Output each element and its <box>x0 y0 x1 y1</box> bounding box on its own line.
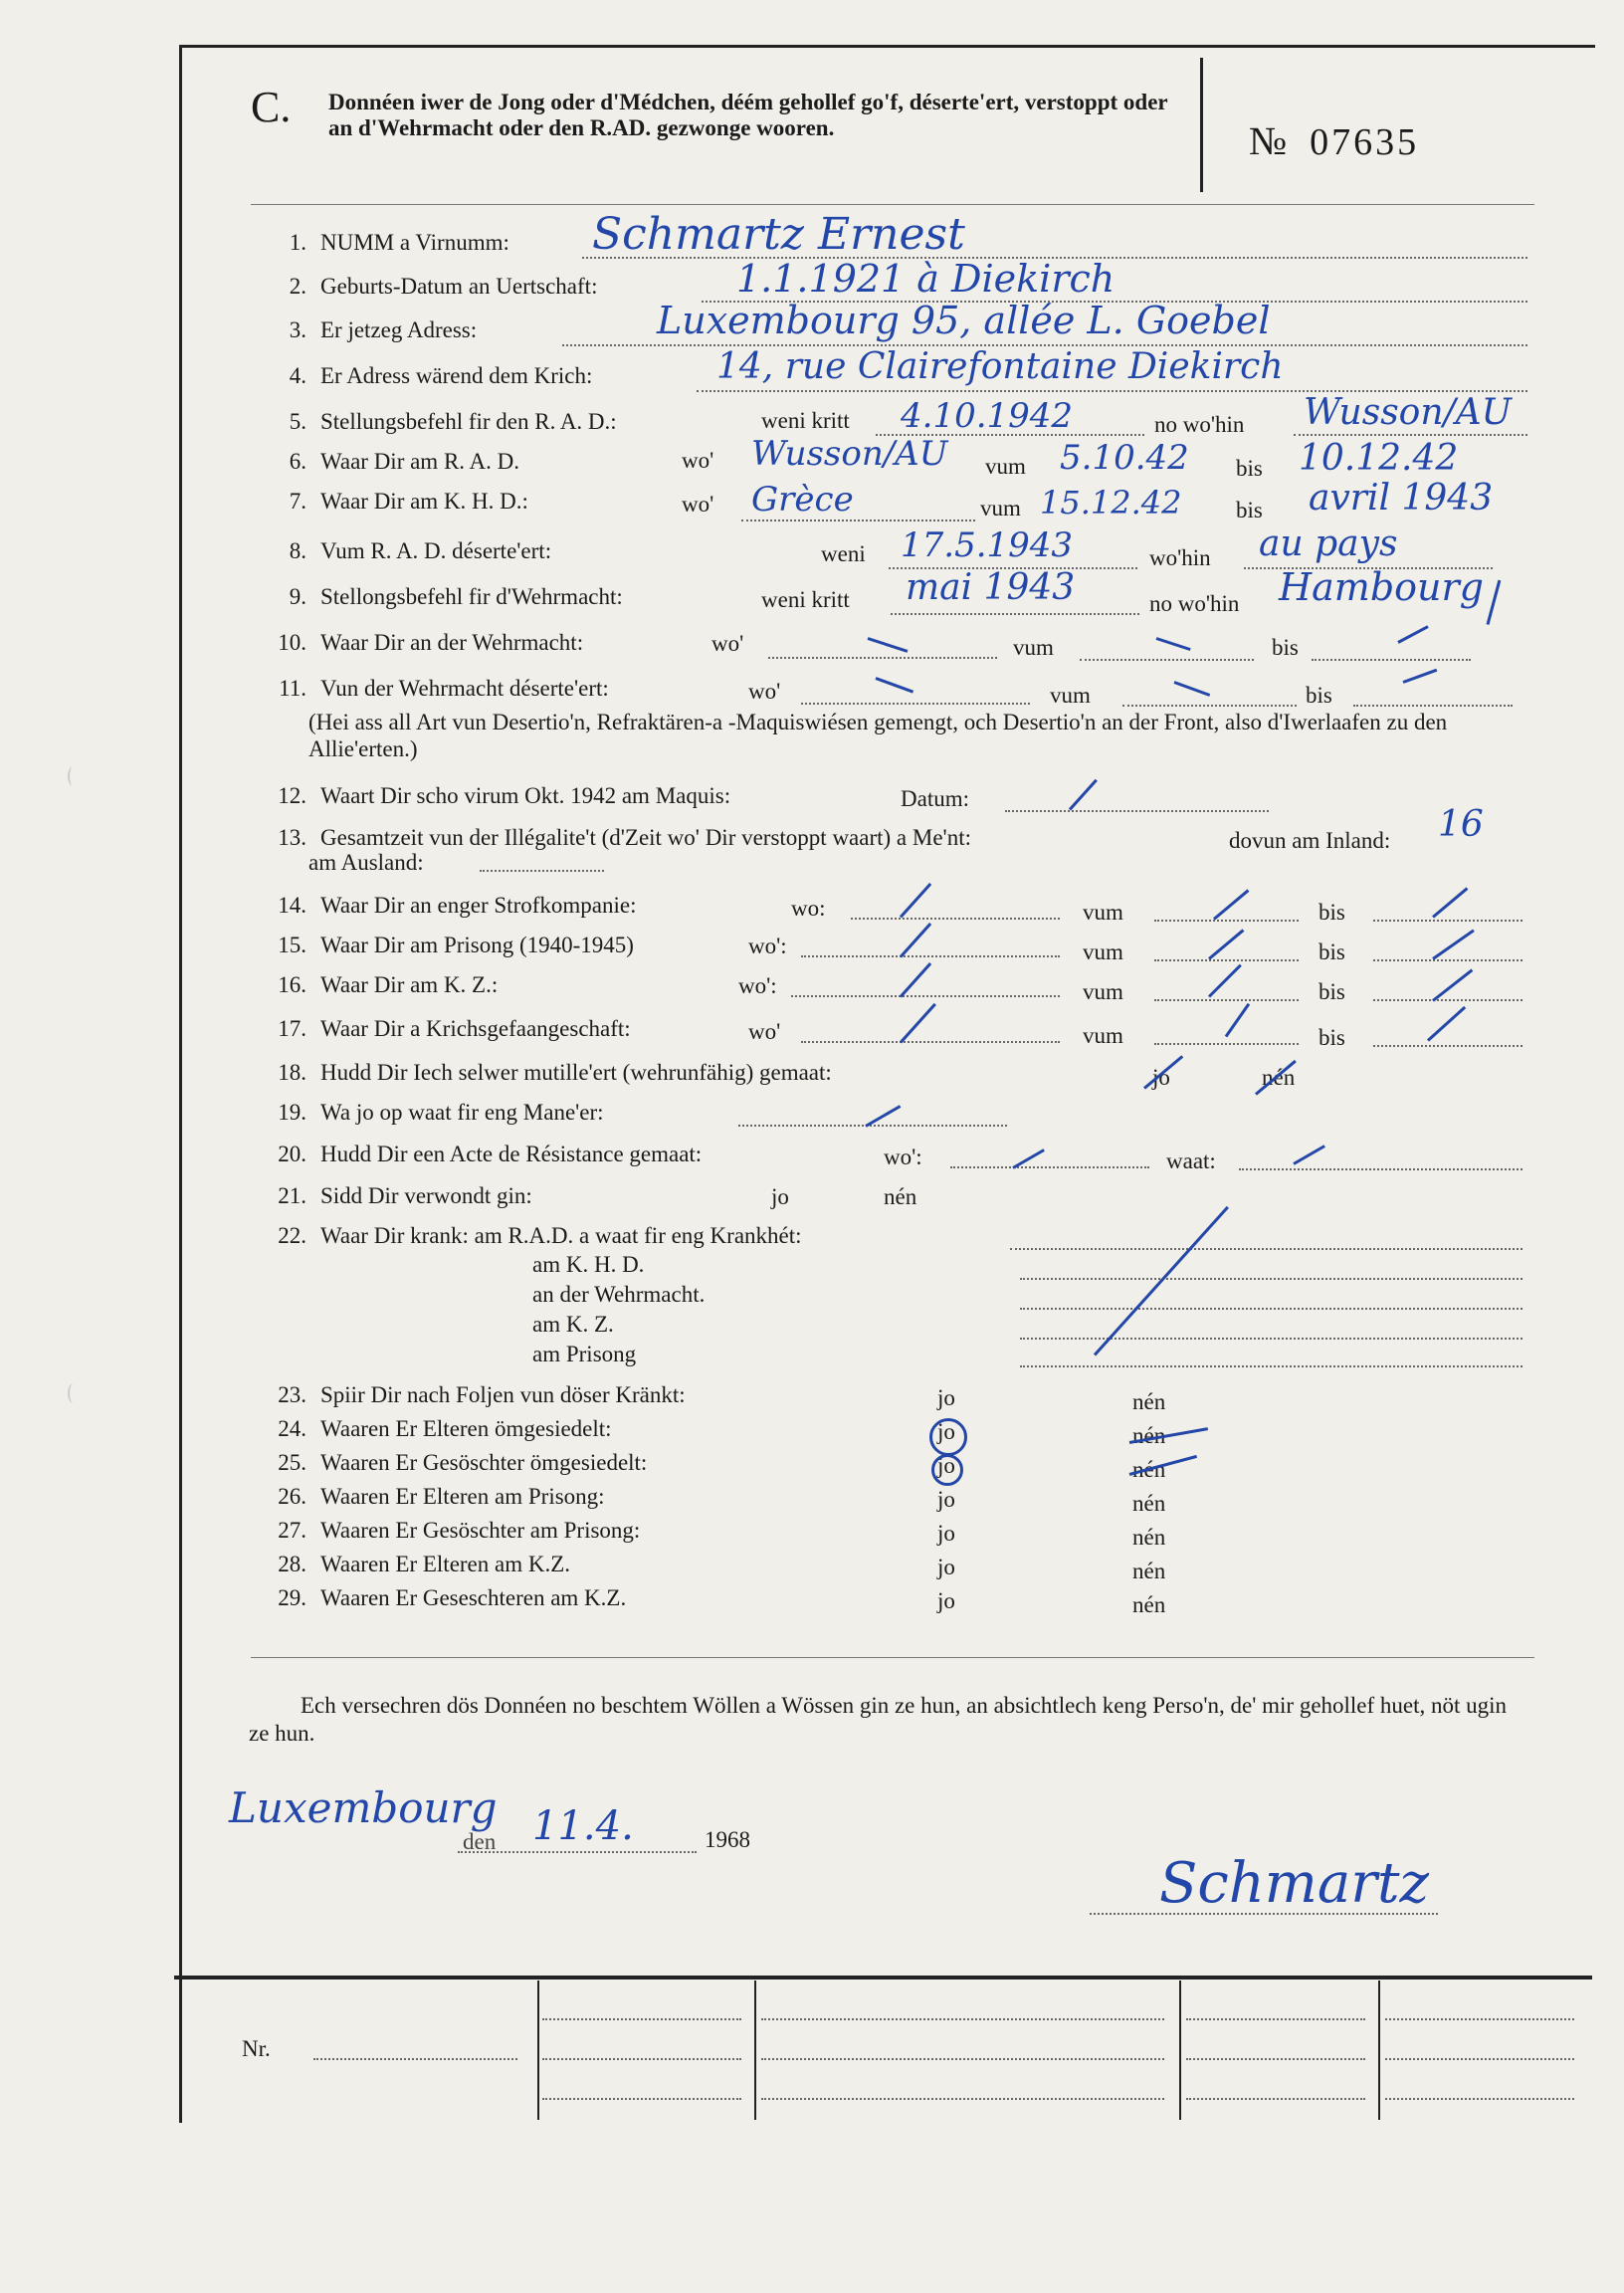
question-label: Waart Dir scho virum Okt. 1942 am Maquis: <box>320 783 731 808</box>
office-field[interactable] <box>761 2098 1164 2100</box>
to-label: bis <box>1236 456 1263 481</box>
answer-line <box>1020 1338 1522 1340</box>
no-option[interactable]: nén <box>1132 1592 1166 1617</box>
question-6: 6. Waar Dir am R. A. D. <box>289 449 519 474</box>
sub-label: am Prisong <box>532 1342 637 1366</box>
question-15: 15. Waar Dir am Prisong (1940-1945) <box>278 933 634 957</box>
where-label: wo' <box>682 492 714 517</box>
question-16: 16. Waar Dir am K. Z.: <box>278 972 499 997</box>
no-option[interactable]: nén <box>1132 1389 1166 1414</box>
question-18: 18. Hudd Dir Iech selwer mutille'ert (wehrunfähig) gemaat: <box>278 1060 832 1085</box>
office-field[interactable] <box>542 2018 741 2020</box>
abroad-label: am Ausland: <box>308 850 424 875</box>
yes-option[interactable]: jo <box>937 1453 955 1478</box>
question-label: Er jetzeg Adress: <box>320 317 478 342</box>
section-rule <box>251 1657 1534 1658</box>
question-2: 2. Geburts-Datum an Uertschaft: <box>289 274 598 299</box>
no-option[interactable]: nén <box>1132 1559 1166 1583</box>
handwritten-address: Luxembourg 95, allée L. Goebel <box>657 299 1271 342</box>
answer-line <box>1373 1045 1522 1047</box>
punch-hole <box>68 766 80 786</box>
question-17: 17. Waar Dir a Krichsgefaangeschaft: <box>278 1016 631 1041</box>
question-label: Waar Dir a Krichsgefaangeschaft: <box>320 1016 631 1041</box>
handwritten-place: Luxembourg <box>229 1783 498 1832</box>
form-number-value: 07635 <box>1310 121 1420 163</box>
question-23: 23. Spiir Dir nach Foljen vun döser Kränkt: <box>278 1382 686 1407</box>
box-divider <box>1179 1980 1181 2120</box>
yes-option[interactable]: jo <box>937 1419 955 1444</box>
handwritten-date: 17.5.1943 <box>901 525 1074 565</box>
where-label: wo: <box>791 896 826 921</box>
handwritten-birth: 1.1.1921 à Diekirch <box>736 257 1116 301</box>
yes-option[interactable]: jo <box>771 1184 789 1209</box>
answer-line <box>1080 659 1254 661</box>
from-label: vum <box>1083 900 1123 925</box>
question-label: Hudd Dir Iech selwer mutille'ert (wehrunfähig) gemaat: <box>320 1060 832 1085</box>
question-label: Gesamtzeit vun der Illégalite't (d'Zeit wo' Dir verstoppt waart) a Me'nt: <box>320 825 971 850</box>
nr-label: Nr. <box>242 2036 271 2061</box>
no-option[interactable]: nén <box>1262 1065 1296 1090</box>
circle-mark <box>929 1418 967 1456</box>
where-label: wo' <box>748 679 781 704</box>
from-label: vum <box>1083 979 1123 1004</box>
where-label: no wo'hin <box>1154 412 1245 437</box>
where-label: no wo'hin <box>1149 591 1240 616</box>
box-divider <box>1378 1980 1380 2120</box>
question-25: 25. Waaren Er Gesöschter ömgesiedelt: <box>278 1450 648 1475</box>
answer-line <box>1154 999 1299 1001</box>
handwritten-place: Wusson/AU <box>751 434 948 474</box>
answer-line <box>738 1125 1007 1127</box>
answer-line <box>851 918 1060 920</box>
where-label: wo'hin <box>1149 545 1211 570</box>
to-label: bis <box>1319 939 1345 964</box>
answer-line <box>1373 999 1522 1001</box>
box-divider <box>537 1980 539 2120</box>
office-field[interactable] <box>1186 2018 1365 2020</box>
handwritten-date: mai 1943 <box>906 567 1076 608</box>
question-8: 8. Vum R. A. D. déserte'ert: <box>289 538 552 563</box>
answer-line <box>801 703 1030 705</box>
signature: Schmartz <box>1159 1851 1430 1916</box>
desertion-note: (Hei ass all Art vun Desertio'n, Refraktären-a -Maquiswiésen gemengt, och Desertio'n an der Front, also d'Iwerlaafen zu den Allie'erten.) <box>308 710 1448 761</box>
answer-line <box>768 657 997 659</box>
question-9: 9. Stellongsbefehl fir d'Wehrmacht: <box>289 584 623 609</box>
date-label: Datum: <box>901 786 969 811</box>
question-19: 19. Wa jo op waat fir eng Mane'er: <box>278 1100 604 1125</box>
question-21: 21. Sidd Dir verwondt gin: <box>278 1183 532 1208</box>
box-divider <box>754 1980 756 2120</box>
question-label: Waaren Er Geseschteren am K.Z. <box>320 1585 627 1610</box>
answer-line <box>741 520 975 521</box>
question-label: Waaren Er Elteren am K.Z. <box>320 1552 571 1576</box>
answer-line <box>1312 659 1471 661</box>
question-24: 24. Waaren Er Elteren ömgesiedelt: <box>278 1416 612 1441</box>
question-label: Er Adress wärend dem Krich: <box>320 363 593 388</box>
sub-label: an der Wehrmacht. <box>532 1282 706 1307</box>
question-11: 11. Vun der Wehrmacht déserte'ert: <box>279 676 609 701</box>
yes-option[interactable]: jo <box>937 1588 955 1613</box>
to-label: bis <box>1306 683 1332 708</box>
question-label: Wa jo op waat fir eng Mane'er: <box>320 1100 604 1125</box>
question-7: 7. Waar Dir am K. H. D.: <box>289 489 528 514</box>
office-field[interactable] <box>1385 2018 1574 2020</box>
answer-line <box>1239 1168 1522 1170</box>
inland-label: dovun am Inland: <box>1229 828 1391 853</box>
question-label: Vun der Wehrmacht déserte'ert: <box>320 676 609 701</box>
answer-line <box>801 955 1060 957</box>
answer-line <box>791 995 1060 997</box>
yes-option[interactable]: jo <box>937 1385 955 1410</box>
where-label: wo': <box>884 1145 922 1169</box>
question-label: Waaren Er Gesöschter ömgesiedelt: <box>320 1450 648 1475</box>
question-label: Waar Dir am Prisong (1940-1945) <box>320 933 634 957</box>
question-10: 10. Waar Dir an der Wehrmacht: <box>278 630 584 655</box>
answer-line <box>1294 434 1527 436</box>
punch-hole <box>68 1383 80 1403</box>
year-label: 1968 <box>705 1827 750 1852</box>
question-label: Vum R. A. D. déserte'ert: <box>320 538 552 563</box>
question-14: 14. Waar Dir an enger Strofkompanie: <box>278 893 637 918</box>
to-label: bis <box>1236 498 1263 522</box>
no-option[interactable]: nén <box>1132 1423 1166 1448</box>
from-label: vum <box>1083 1023 1123 1048</box>
answer-line <box>1005 810 1269 812</box>
question-20: 20. Hudd Dir een Acte de Résistance gemaat: <box>278 1142 703 1166</box>
to-label: bis <box>1319 979 1345 1004</box>
from-label: vum <box>980 496 1021 521</box>
answer-line <box>458 1851 697 1853</box>
section-letter: C. <box>251 83 292 131</box>
no-option[interactable]: nén <box>1132 1457 1166 1482</box>
question-1: 1. NUMM a Virnumm: <box>289 230 509 255</box>
where-label: wo': <box>738 973 777 998</box>
number-sign: № <box>1249 118 1291 163</box>
office-field[interactable] <box>761 2058 1164 2060</box>
question-label: Stellongsbefehl fir d'Wehrmacht: <box>320 584 623 609</box>
answer-line <box>1020 1278 1522 1280</box>
handwritten-date: 4.10.1942 <box>901 396 1074 436</box>
question-26: 26. Waaren Er Elteren am Prisong: <box>278 1484 605 1509</box>
office-field[interactable] <box>761 2018 1164 2020</box>
declaration-text: Ech versechren dös Donnéen no beschtem Wöllen a Wössen gin ze hun, an absichtlech keng Perso'n, de' mir gehollef huet, nöt ugin ze hun. <box>249 1693 1508 1746</box>
where-label: wo' <box>748 1019 781 1044</box>
no-option[interactable]: nén <box>1132 1491 1166 1516</box>
den-label: den <box>463 1829 497 1854</box>
answer-line <box>1373 959 1522 961</box>
yes-option[interactable]: jo <box>937 1555 955 1579</box>
yes-option[interactable]: jo <box>1152 1065 1170 1090</box>
office-field[interactable] <box>542 2058 741 2060</box>
question-label: Stellungsbefehl fir den R. A. D.: <box>320 409 617 434</box>
answer-line <box>480 870 604 872</box>
question-label: Waar Dir am R. A. D. <box>320 449 519 474</box>
handwritten-place: Grèce <box>751 480 854 520</box>
answer-line <box>1154 920 1299 922</box>
question-22: 22. Waar Dir krank: am R.A.D. a waat fir eng Krankhét: <box>278 1223 802 1248</box>
where-label: wo' <box>682 448 714 473</box>
handwritten-date: 15.12.42 <box>1040 484 1182 521</box>
when-label: weni kritt <box>761 408 850 433</box>
handwritten-date: 11.4. <box>532 1803 634 1849</box>
no-option[interactable]: nén <box>1132 1525 1166 1550</box>
question-label: Hudd Dir een Acte de Résistance gemaat: <box>320 1142 703 1166</box>
from-label: vum <box>1050 683 1091 708</box>
header-divider <box>1200 58 1203 192</box>
answer-line <box>1154 1043 1299 1045</box>
from-label: vum <box>1083 939 1123 964</box>
answer-line <box>1373 920 1522 922</box>
no-option[interactable]: nén <box>884 1184 917 1209</box>
answer-line <box>1020 1365 1522 1367</box>
handwritten-place: Wusson/AU <box>1304 392 1513 433</box>
office-field[interactable] <box>542 2098 741 2100</box>
to-label: bis <box>1319 1025 1345 1050</box>
office-field[interactable] <box>1385 2058 1574 2060</box>
question-label: Waaren Er Elteren am Prisong: <box>320 1484 605 1509</box>
nr-field[interactable] <box>313 2058 517 2060</box>
question-28: 28. Waaren Er Elteren am K.Z. <box>278 1552 571 1576</box>
header-rule <box>251 204 1534 205</box>
to-label: bis <box>1272 635 1299 660</box>
answer-line <box>1020 1308 1522 1310</box>
question-label: Waar Dir an enger Strofkompanie: <box>320 893 637 918</box>
question-label: Waar Dir am K. H. D.: <box>320 489 528 514</box>
question-label: Waar Dir krank: am R.A.D. a waat fir eng Krankhét: <box>320 1223 802 1248</box>
form-number <box>1249 117 1419 164</box>
handwritten-date: 10.12.42 <box>1299 438 1459 479</box>
answer-line <box>891 613 1139 615</box>
yes-option[interactable]: jo <box>937 1521 955 1546</box>
question-label: Sidd Dir verwondt gin: <box>320 1183 532 1208</box>
question-4: 4. Er Adress wärend dem Krich: <box>289 363 593 388</box>
what-label: waat: <box>1166 1148 1216 1173</box>
handwritten-months: 16 <box>1438 804 1484 845</box>
office-field[interactable] <box>1186 2058 1365 2060</box>
answer-line <box>1353 705 1513 707</box>
form-title: Donnéen iwer de Jong oder d'Médchen, déém gehollef go'f, déserte'ert, verstoppt oder an d'Wehrmacht oder den R.AD. gezwonge wooren. <box>328 90 1168 140</box>
question-5: 5. Stellungsbefehl fir den R. A. D.: <box>289 409 617 434</box>
yes-option[interactable]: jo <box>937 1487 955 1512</box>
handwritten-date: 5.10.42 <box>1060 438 1189 478</box>
answer-line <box>1154 959 1299 961</box>
question-label: Waaren Er Gesöschter am Prisong: <box>320 1518 641 1543</box>
to-label: bis <box>1319 900 1345 925</box>
handwritten-date: avril 1943 <box>1309 478 1494 519</box>
office-field[interactable] <box>1385 2098 1574 2100</box>
circle-mark <box>931 1454 963 1486</box>
question-3: 3. Er jetzeg Adress: <box>289 317 478 342</box>
question-label: Spiir Dir nach Foljen vun döser Kränkt: <box>320 1382 686 1407</box>
handwritten-place: au pays <box>1259 523 1398 564</box>
when-label: weni kritt <box>761 587 850 612</box>
where-label: wo': <box>748 934 787 958</box>
question-27: 27. Waaren Er Gesöschter am Prisong: <box>278 1518 641 1543</box>
answer-line <box>801 1041 1060 1043</box>
sub-label: am K. Z. <box>532 1312 614 1337</box>
sub-label: am K. H. D. <box>532 1252 645 1277</box>
from-label: vum <box>985 454 1026 479</box>
question-label: Waar Dir am K. Z.: <box>320 972 499 997</box>
handwritten-place: Hambourg <box>1279 565 1484 609</box>
answer-line <box>1010 1248 1522 1250</box>
question-label: Waar Dir an der Wehrmacht: <box>320 630 584 655</box>
where-label: wo' <box>711 631 744 656</box>
question-12: 12. Waart Dir scho virum Okt. 1942 am Maquis: <box>278 783 731 808</box>
handwritten-war-address: 14, rue Clairefontaine Diekirch <box>716 346 1284 387</box>
question-label: Waaren Er Elteren ömgesiedelt: <box>320 1416 612 1441</box>
question-label: Geburts-Datum an Uertschaft: <box>320 274 598 299</box>
question-29: 29. Waaren Er Geseschteren am K.Z. <box>278 1585 627 1610</box>
question-label: NUMM a Virnumm: <box>320 230 509 255</box>
answer-line <box>950 1166 1149 1168</box>
when-label: weni <box>821 541 866 566</box>
question-13: 13. Gesamtzeit vun der Illégalite't (d'Zeit wo' Dir verstoppt waart) a Me'nt: <box>278 825 971 850</box>
office-field[interactable] <box>1186 2098 1365 2100</box>
answer-line <box>1122 705 1297 707</box>
from-label: vum <box>1013 635 1054 660</box>
handwritten-name: Schmartz Ernest <box>592 209 965 260</box>
